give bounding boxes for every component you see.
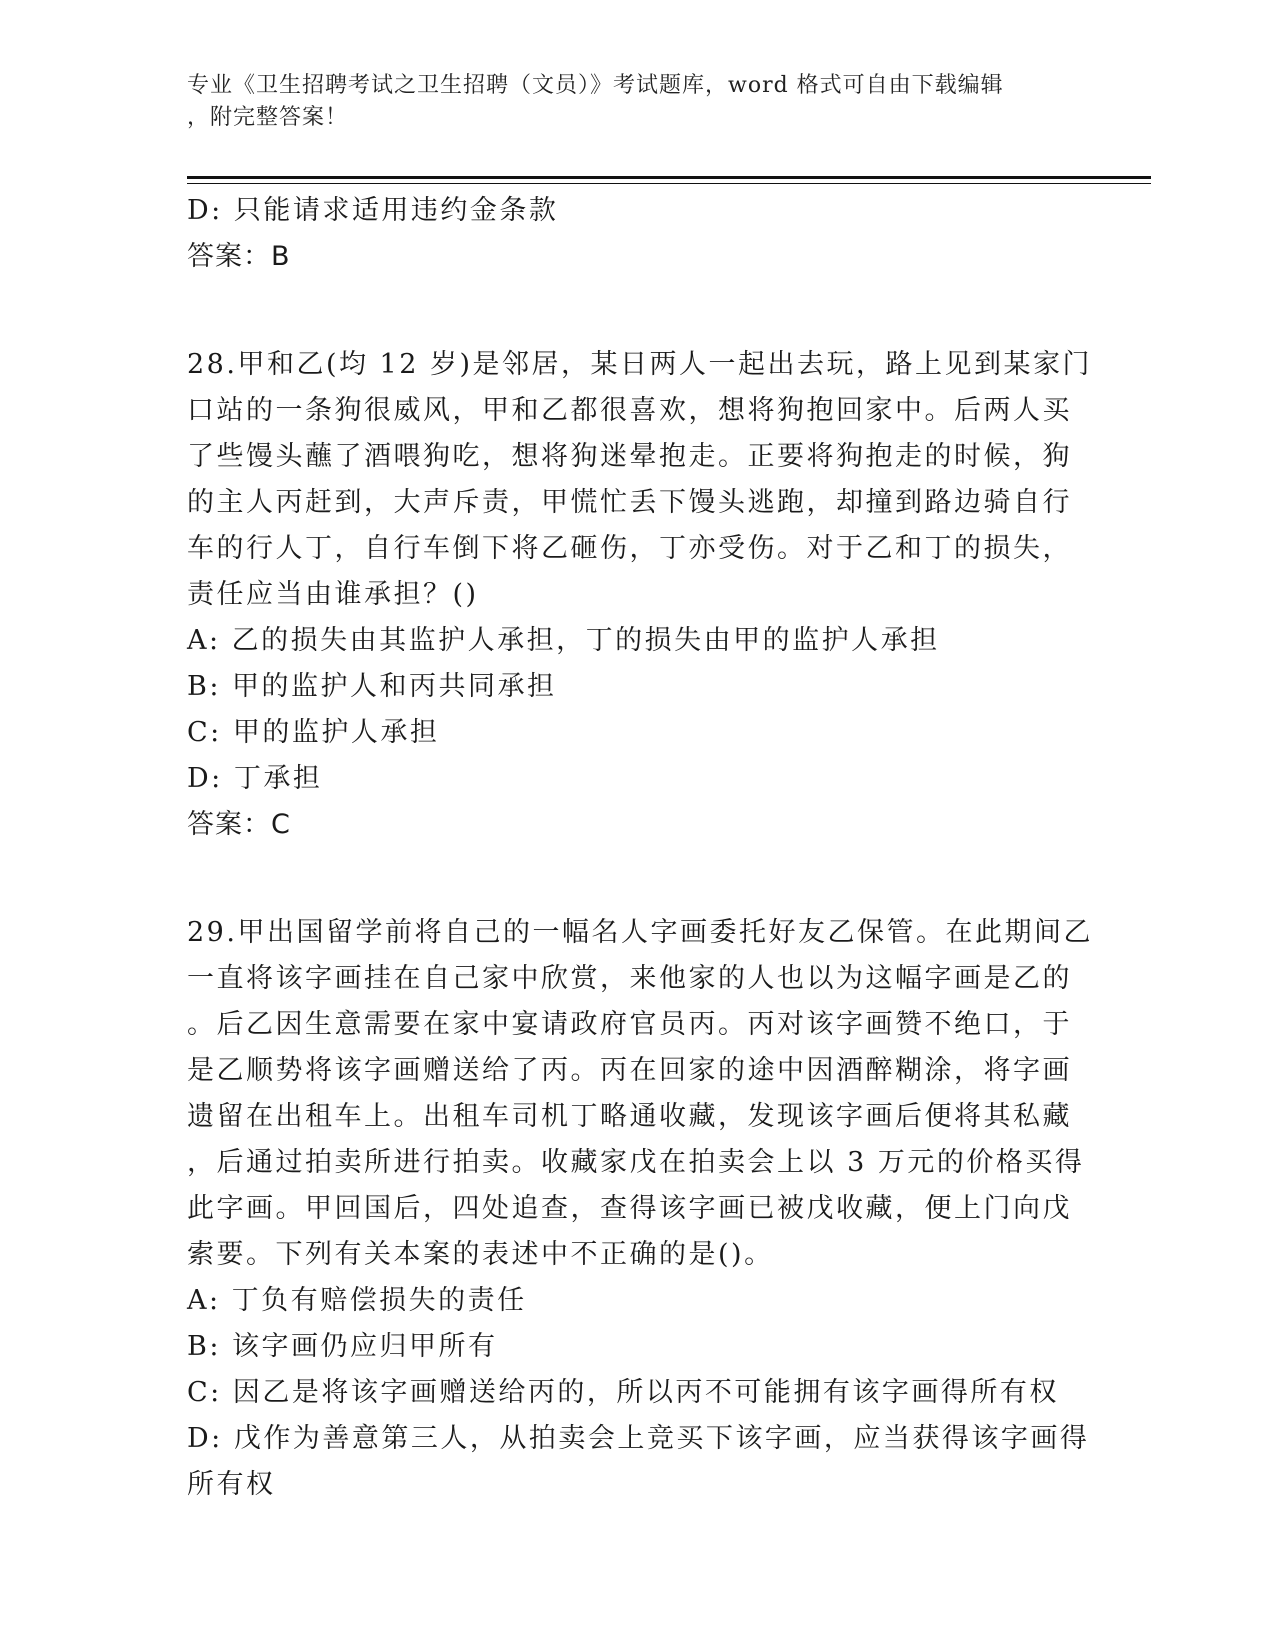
question-29-line: ，后通过拍卖所进行拍卖。收藏家戊在拍卖会上以 3 万元的价格买得 [187,1147,1085,1178]
spacer [187,848,1072,910]
question-29-line: 遗留在出租车上。出租车司机丁略通收藏，发现该字画后便将其私藏 [187,1101,1072,1132]
spacer [187,280,1072,342]
question-29-line: 是乙顺势将该字画赠送给了丙。丙在回家的途中因酒醉糊涂，将字画 [187,1055,1072,1086]
question-29-line: 索要。下列有关本案的表述中不正确的是()。 [187,1239,774,1270]
question-28-line: 口站的一条狗很威风，甲和乙都很喜欢，想将狗抱回家中。后两人买 [187,395,1072,426]
question-29-option-d: D: 戊作为善意第三人，从拍卖会上竞买下该字画，应当获得该字画得 [187,1423,1090,1454]
question-29-line: 29.甲出国留学前将自己的一幅名人字画委托好友乙保管。在此期间乙 [187,917,1093,948]
question-28 [187,342,1093,848]
question-28-option-d: D: 丁承担 [187,763,323,794]
question-28-option-a: A: 乙的损失由其监护人承担，丁的损失由甲的监护人承担 [187,625,940,656]
question-29-option-a: A: 丁负有赔偿损失的责任 [187,1285,527,1316]
question-28-line: 28.甲和乙(均 12 岁)是邻居，某日两人一起出去玩，路上见到某家门 [187,349,1093,380]
question-28-option-c: C: 甲的监护人承担 [187,717,440,748]
header-divider-thick [187,176,1151,179]
question-28-line: 责任应当由谁承担？() [187,579,479,610]
question-28-line: 的主人丙赶到，大声斥责，甲慌忙丢下馒头逃跑，却撞到路边骑自行 [187,487,1072,518]
question-28-line: 车的行人丁，自行车倒下将乙砸伤，丁亦受伤。对于乙和丁的损失， [187,533,1072,564]
prev-option-d: D: 只能请求适用违约金条款 [187,195,559,226]
question-29 [187,910,1093,1508]
question-29-line: 。后乙因生意需要在家中宴请政府官员丙。丙对该字画赞不绝口，于 [187,1009,1072,1040]
document-body [187,188,1093,1508]
question-29-option-c: C: 因乙是将该字画赠送给丙的，所以丙不可能拥有该字画得所有权 [187,1377,1059,1408]
question-29-option-d-continued: 所有权 [187,1469,276,1500]
question-28-answer: 答案：C [187,809,291,840]
question-29-line: 此字画。甲回国后，四处追查，查得该字画已被戊收藏，便上门向戊 [187,1193,1072,1224]
question-29-line: 一直将该字画挂在自己家中欣赏，来他家的人也以为这幅字画是乙的 [187,963,1072,994]
document-header [187,70,1067,134]
question-28-line: 了些馒头蘸了酒喂狗吃，想将狗迷晕抱走。正要将狗抱走的时候，狗 [187,441,1072,472]
prev-answer: 答案：B [187,241,291,272]
question-29-option-b: B: 该字画仍应归甲所有 [187,1331,498,1362]
header-title: 专业《卫生招聘考试之卫生招聘（文员）》考试题库，word 格式可自由下载编辑 [187,73,1004,98]
header-title-line2: ，附完整答案！ [187,105,349,130]
question-28-option-b: B: 甲的监护人和丙共同承担 [187,671,557,702]
header-divider-thin [187,183,1151,184]
